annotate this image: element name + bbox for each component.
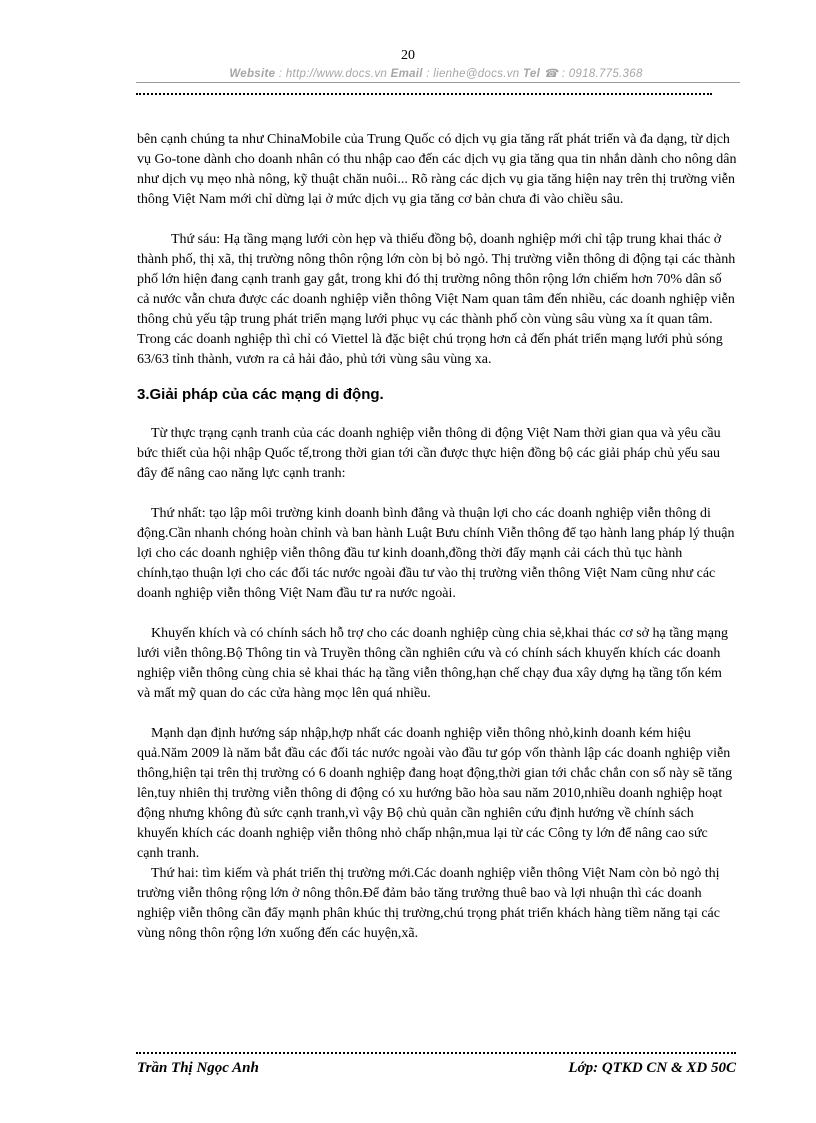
page-number: 20 — [401, 48, 415, 63]
header-rule — [136, 82, 740, 83]
paragraph-6: Mạnh dạn định hướng sáp nhập,hợp nhất các doanh nghiệp viễn thông nhỏ,kinh doanh kém hiệu quả.Năm 2009 là năm bắt đầu các đối tác nước ngoài vào đầu tư góp vốn thành lập các doanh nghiệp viễn thông,hiện tại trên thị trường có 6 doanh nghiệp đang hoạt động,thời gian tới chắc chắn con số này sẽ tăng lên,tuy nhiên thị trường viễn thông di động có xu hướng bão hòa sau năm 2010,nhiều doanh nghiệp hoạt động nhưng không đủ sức cạnh tranh,vì vậy Bộ chủ quản cần nghiên cứu định hướng về chính sách khuyến khích các doanh nghiệp viễn thông nhỏ chấp nhận,mua lại từ các Công ty lớn để nâng cao sức cạnh tranh. — [137, 726, 733, 861]
footer-class-info: Lớp: QTKD CN & XD 50C — [568, 1060, 736, 1076]
footer-author: Trần Thị Ngọc Anh — [137, 1060, 259, 1076]
paragraph-7: Thứ hai: tìm kiếm và phát triển thị trường mới.Các doanh nghiệp viễn thông Việt Nam còn bỏ ngỏ thị trường viễn thông rộng lớn ở nông thôn.Để đảm bảo tăng trưởng thuê bao và lợi nhuận thì các doanh nghiệp viễn thông cần đẩy mạnh phân khúc thị trường,chú trọng phát triển khách hàng tiềm năng tại các vùng nông thôn rộng lớn xuống đến các huyện,xã. — [137, 866, 720, 941]
section-heading: 3.Giải pháp của các mạng di động. — [137, 386, 384, 403]
website-label: Website — [229, 68, 276, 80]
tel-label: Tel — [522, 68, 541, 80]
email-label: Email — [390, 68, 423, 80]
paragraph-1: bên cạnh chúng ta như ChinaMobile của Trung Quốc có dịch vụ gia tăng rất phát triển và đa dạng, từ dịch vụ Go-tone dành cho doanh nhân có thu nhập cao đến các dịch vụ gia tăng qua tin nhắn dành cho nông dân như dịch vụ mẹo nhà nông, kỹ thuật chăn nuôi... Rõ ràng các dịch vụ gia tăng hiện nay trên thị trường viễn thông Việt Nam mới chỉ dừng lại ở mức dịch vụ gia tăng cơ bản chưa đi vào chiều sâu. — [137, 132, 737, 207]
header-dotted-divider — [136, 93, 712, 95]
paragraph-2: Thứ sáu: Hạ tầng mạng lưới còn hẹp và thiếu đồng bộ, doanh nghiệp mới chỉ tập trung khai thác ở thành phố, thị xã, thị trường nông thôn rộng lớn còn bị bỏ ngỏ. Thị trường viễn thông di động tại các thành phố lớn hiện đang cạnh tranh gay gắt, trong khi đó thị trường nông thôn rộng lớn chiếm hơn 70% dân số cả nước vẫn chưa được các doanh nghiệp viễn thông Việt Nam quan tâm đến nhiều, các doanh nghiệp viễn thông chủ yếu tập trung phát triển mạng lưới phục vụ các thành phố còn vùng sâu vùng xa ít quan tâm. Trong các doanh nghiệp thì chỉ có Viettel là đặc biệt chú trọng hơn cả đến phát triển mạng lưới phủ sóng 63/63 tỉnh thành, vươn ra cả hải đảo, phủ tới vùng sâu vùng xa. — [137, 232, 736, 367]
footer-dotted-divider — [136, 1052, 736, 1054]
paragraph-5: Khuyến khích và có chính sách hỗ trợ cho các doanh nghiệp cùng chia sẻ,khai thác cơ sở hạ tầng mạng lưới viễn thông.Bộ Thông tin và Truyền thông cần nghiên cứu và có chính sách khuyến khích các doanh nghiệp viễn thông cùng chia sẻ khai thác hạ tầng viễn thông,hạn chế chạy đua xây dựng hạ tầng tốn kém và mất mỹ quan do các cửa hàng mọc lên quá nhiều. — [137, 626, 728, 701]
document-body — [137, 130, 737, 944]
header-contact — [0, 66, 816, 80]
paragraph-3: Từ thực trạng cạnh tranh của các doanh nghiệp viễn thông di động Việt Nam thời gian qua và yêu cầu bức thiết của hội nhập Quốc tế,trong thời gian tới cần được thực hiện đồng bộ các giải pháp chủ yếu sau đây để nâng cao năng lực cạnh tranh: — [137, 426, 721, 481]
paragraph-4: Thứ nhất: tạo lập môi trường kinh doanh bình đẳng và thuận lợi cho các doanh nghiệp viễn thông di động.Cần nhanh chóng hoàn chỉnh và ban hành Luật Bưu chính Viễn thông để tạo hành lang pháp lý thuận lợi cho các doanh nghiệp viễn thông đầu tư kinh doanh,đồng thời đẩy mạnh cải cách thủ tục hành chính,tạo thuận lợi cho các đối tác nước ngoài đầu tư vào thị trường viễn thông Việt Nam cũng như các doanh nghiệp viễn thông Việt Nam đầu tư ra nước ngoài. — [137, 506, 735, 601]
email-value: : lienhe@docs.vn — [426, 68, 520, 80]
tel-value: ☎ : 0918.775.368 — [543, 68, 643, 80]
website-value: : http://www.docs.vn — [278, 68, 388, 80]
